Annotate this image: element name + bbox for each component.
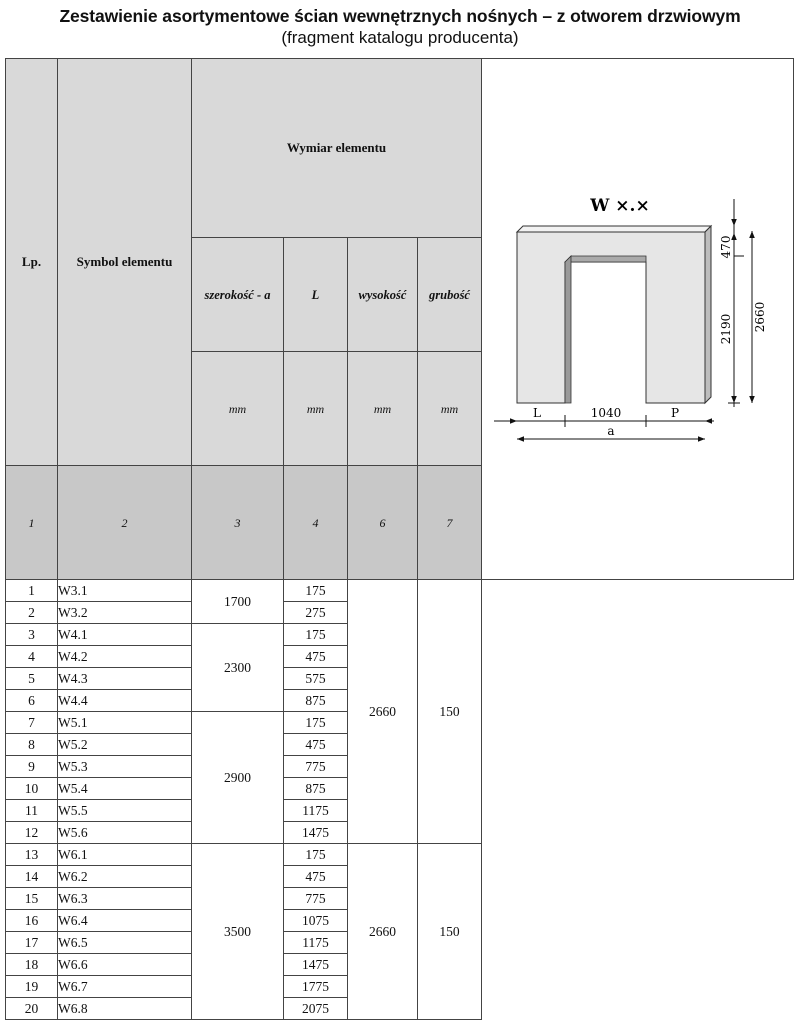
cell-lp: 19 xyxy=(6,976,58,998)
cell-height: 2660 xyxy=(348,580,418,844)
wall-side-face xyxy=(705,226,711,403)
cell-length: 1775 xyxy=(284,976,348,998)
drawing-cell xyxy=(482,59,794,580)
header-symbol: Symbol elementu xyxy=(58,59,192,466)
col-number: 4 xyxy=(284,466,348,580)
cell-thickness: 150 xyxy=(418,844,482,1020)
cell-lp: 4 xyxy=(6,646,58,668)
cell-symbol: W4.2 xyxy=(58,646,192,668)
cell-lp: 7 xyxy=(6,712,58,734)
wall-elevation-drawing xyxy=(482,59,793,579)
cell-symbol: W3.1 xyxy=(58,580,192,602)
col-number: 6 xyxy=(348,466,418,580)
cell-symbol: W5.5 xyxy=(58,800,192,822)
page-subtitle: (fragment katalogu producenta) xyxy=(281,28,519,47)
cell-lp: 16 xyxy=(6,910,58,932)
cell-symbol: W4.1 xyxy=(58,624,192,646)
cell-thickness: 150 xyxy=(418,580,482,844)
cell-symbol: W5.2 xyxy=(58,734,192,756)
cell-width: 2900 xyxy=(192,712,284,844)
unit-height: mm xyxy=(348,352,418,466)
dim-label-left: L xyxy=(533,406,541,420)
cell-symbol: W6.2 xyxy=(58,866,192,888)
dim-label-width: a xyxy=(607,424,615,438)
cell-length: 775 xyxy=(284,756,348,778)
col-number: 3 xyxy=(192,466,284,580)
cell-lp: 14 xyxy=(6,866,58,888)
wall-top-face xyxy=(517,226,711,232)
cell-width: 3500 xyxy=(192,844,284,1020)
cell-symbol: W4.3 xyxy=(58,668,192,690)
opening-left-reveal xyxy=(565,256,571,403)
unit-width: mm xyxy=(192,352,284,466)
cell-symbol: W3.2 xyxy=(58,602,192,624)
cell-symbol: W5.3 xyxy=(58,756,192,778)
cell-length: 1475 xyxy=(284,822,348,844)
table-row xyxy=(6,844,794,866)
cell-length: 475 xyxy=(284,734,348,756)
cell-lp: 6 xyxy=(6,690,58,712)
dim-label-right: P xyxy=(670,406,680,420)
catalog-table xyxy=(5,58,794,1020)
cell-symbol: W5.1 xyxy=(58,712,192,734)
header-thickness: grubość xyxy=(418,238,482,352)
cell-lp: 11 xyxy=(6,800,58,822)
cell-lp: 10 xyxy=(6,778,58,800)
cell-symbol: W6.5 xyxy=(58,932,192,954)
cell-height: 2660 xyxy=(348,844,418,1020)
cell-length: 1175 xyxy=(284,932,348,954)
cell-lp: 17 xyxy=(6,932,58,954)
cell-width: 2300 xyxy=(192,624,284,712)
cell-lp: 20 xyxy=(6,998,58,1020)
cell-lp: 15 xyxy=(6,888,58,910)
cell-length: 175 xyxy=(284,624,348,646)
header-lp: Lp. xyxy=(6,59,58,466)
unit-length: mm xyxy=(284,352,348,466)
cell-lp: 8 xyxy=(6,734,58,756)
table-row xyxy=(6,580,794,602)
header-height: wysokość xyxy=(348,238,418,352)
page-title: Zestawienie asortymentowe ścian wewnętrznych nośnych – z otworem drzwiowym xyxy=(59,6,741,26)
cell-lp: 5 xyxy=(6,668,58,690)
cell-length: 475 xyxy=(284,646,348,668)
cell-symbol: W6.6 xyxy=(58,954,192,976)
cell-length: 475 xyxy=(284,866,348,888)
cell-symbol: W5.4 xyxy=(58,778,192,800)
cell-symbol: W5.6 xyxy=(58,822,192,844)
cell-length: 575 xyxy=(284,668,348,690)
col-number: 7 xyxy=(418,466,482,580)
cell-length: 175 xyxy=(284,580,348,602)
opening-top-reveal xyxy=(565,256,646,262)
cell-length: 775 xyxy=(284,888,348,910)
cell-length: 875 xyxy=(284,778,348,800)
cell-lp: 9 xyxy=(6,756,58,778)
dim-label-opening: 1040 xyxy=(590,406,622,420)
cell-symbol: W6.7 xyxy=(58,976,192,998)
dim-label-top: 470 xyxy=(719,235,733,259)
cell-length: 1175 xyxy=(284,800,348,822)
cell-symbol: W6.3 xyxy=(58,888,192,910)
cell-length: 275 xyxy=(284,602,348,624)
header-length: L xyxy=(284,238,348,352)
cell-lp: 18 xyxy=(6,954,58,976)
cell-lp: 12 xyxy=(6,822,58,844)
dim-label-door: 2190 xyxy=(719,313,733,345)
cell-length: 1475 xyxy=(284,954,348,976)
cell-lp: 13 xyxy=(6,844,58,866)
dim-label-total: 2660 xyxy=(753,301,767,333)
cell-lp: 3 xyxy=(6,624,58,646)
header-dimension: Wymiar elementu xyxy=(192,59,482,238)
cell-symbol: W6.1 xyxy=(58,844,192,866)
cell-width: 1700 xyxy=(192,580,284,624)
cell-length: 175 xyxy=(284,844,348,866)
col-number: 1 xyxy=(6,466,58,580)
catalog-table-body xyxy=(6,580,794,1020)
cell-length: 175 xyxy=(284,712,348,734)
cell-length: 875 xyxy=(284,690,348,712)
cell-lp: 1 xyxy=(6,580,58,602)
cell-symbol: W4.4 xyxy=(58,690,192,712)
cell-symbol: W6.8 xyxy=(58,998,192,1020)
header-width: szerokość - a xyxy=(192,238,284,352)
cell-length: 1075 xyxy=(284,910,348,932)
drawing-label: W ×.× xyxy=(590,196,650,216)
unit-thickness: mm xyxy=(418,352,482,466)
col-number: 2 xyxy=(58,466,192,580)
cell-lp: 2 xyxy=(6,602,58,624)
cell-length: 2075 xyxy=(284,998,348,1020)
cell-symbol: W6.4 xyxy=(58,910,192,932)
